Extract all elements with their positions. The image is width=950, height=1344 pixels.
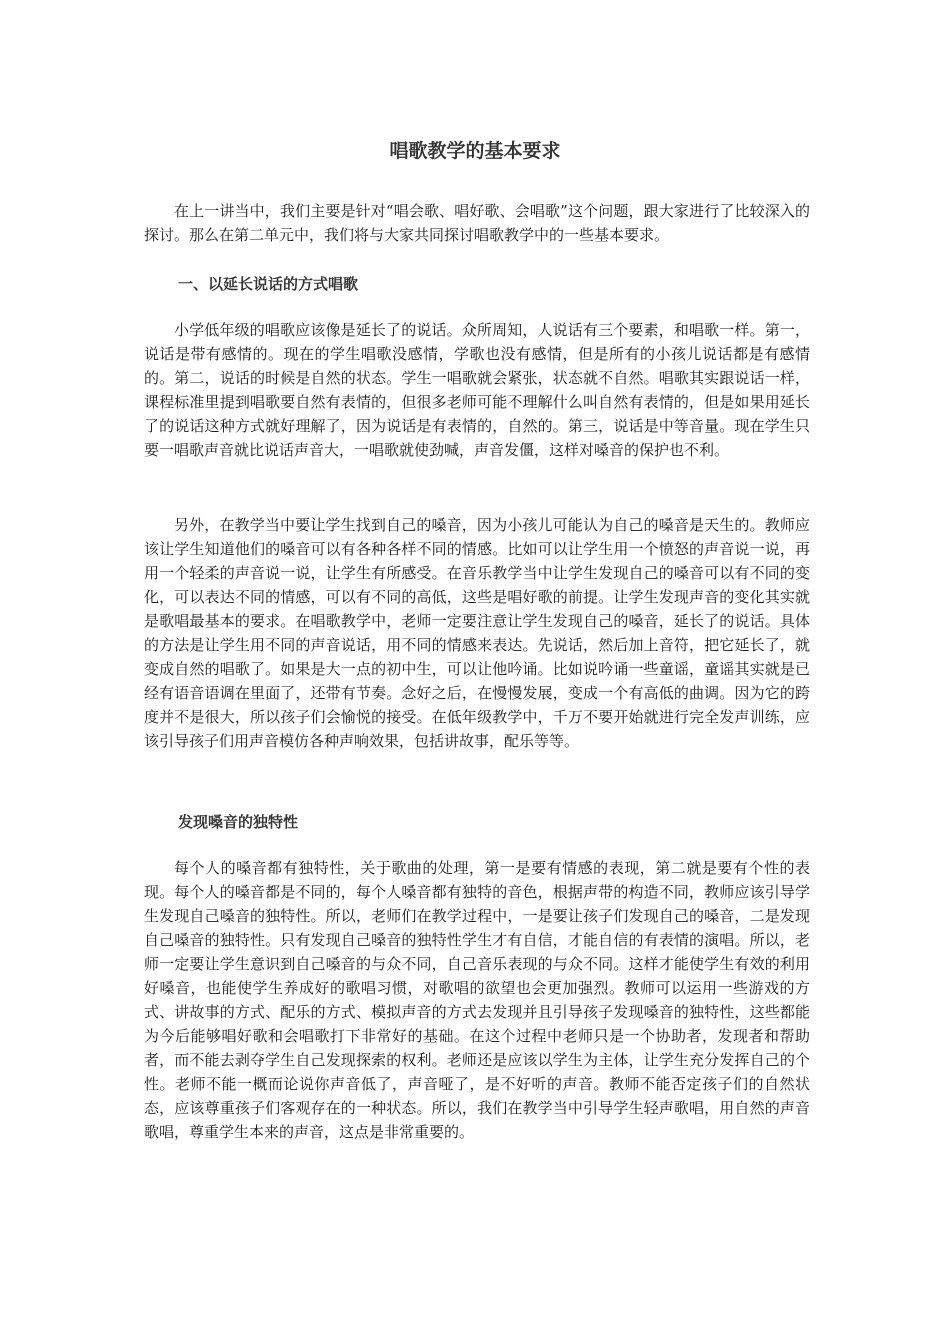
document-title: 唱歌教学的基本要求 <box>389 140 561 162</box>
section1-paragraph-2: 另外，在教学当中要让学生找到自己的嗓音，因为小孩儿可能认为自己的嗓音是天生的。教师应该让学生知道他们的嗓音可以有各种各样不同的情感。比如可以让学生用一个愤怒的声音说一说，再用一个轻柔的声音说一说，让学生有所感受。在音乐教学当中让学生发现自己的嗓音可以有不同的变化，可以表达不同的情感，可以有不同的高低，这些是唱好歌的前提。让学生发现声音的变化其实就是歌唱最基本的要求。在唱歌教学中，老师一定要注意让学生发现自己的嗓音，延长了的说话。具体的方法是让学生用不同的声音说话，用不同的情感来表达。先说话，然后加上音符，把它延长了，就变成自然的唱歌了。如果是大一点的初中生，可以让他吟诵。比如说吟诵一些童谣，童谣其实就是已经有语音语调在里面了，还带有节奏。念好之后，在慢慢发展，变成一个有高低的曲调。因为它的跨度并不是很大，所以孩子们会愉悦的接受。在低年级教学中，千万不要开始就进行完全发声训练，应该引导孩子们用声音模仿各种声响效果，包括讲故事，配乐等等。 <box>144 516 810 750</box>
section2-paragraph-1: 每个人的嗓音都有独特性，关于歌曲的处理，第一是要有情感的表现，第二就是要有个性的表现。每个人的嗓音都是不同的，每个人嗓音都有独特的音色，根据声带的构造不同，教师应该引导学生发现自己嗓音的独特性。所以，老师们在教学过程中，一是要让孩子们发现自己的嗓音，二是发现自己嗓音的独特性。只有发现自己嗓音的独特性学生才有自信，才能自信的有表情的演唱。所以，老师一定要让学生意识到自己嗓音的与众不同，自己音乐表现的与众不同。这样才能使学生有效的利用好嗓音，也能使学生养成好的歌唱习惯，对歌唱的欲望也会更加强烈。教师可以运用一些游戏的方式、讲故事的方式、配乐的方式、模拟声音的方式去发现并且引导孩子发现嗓音的独特性，这些都能为今后能够唱好歌和会唱歌打下非常好的基础。在这个过程中老师只是一个协助者，发现者和帮助者，而不能去剥夺学生自己发现探索的权利。老师还是应该以学生为主体，让学生充分发挥自己的个性。老师不能一概而论说你声音低了，声音哑了，是不好听的声音。教师不能否定孩子们的自然状态，应该尊重孩子们客观存在的一种状态。所以，我们在教学当中引导学生轻声歌唱，用自然的声音歌唱，尊重学生本来的声音，这点是非常重要的。 <box>144 859 810 1141</box>
section-heading-2: 发现嗓音的独特性 <box>178 813 299 831</box>
intro-paragraph: 在上一讲当中，我们主要是针对“唱会歌、唱好歌、会唱歌”这个问题，跟大家进行了比较深入的探讨。那么在第二单元中，我们将与大家共同探讨唱歌教学中的一些基本要求。 <box>144 202 810 244</box>
section1-paragraph-1: 小学低年级的唱歌应该像是延长了的说话。众所周知，人说话有三个要素，和唱歌一样。第一，说话是带有感情的。现在的学生唱歌没感情，学歌也没有感情，但是所有的小孩儿说话都是有感情的。第二，说话的时候是自然的状态。学生一唱歌就会紧张，状态就不自然。唱歌其实跟说话一样，课程标准里提到唱歌要自然有表情的，但很多老师可能不理解什么叫自然有表情的，但是如果用延长了的说话这种方式就好理解了，因为说话是有表情的，自然的。第三，说话是中等音量。现在学生只要一唱歌声音就比说话声音大，一唱歌就使劲喊，声音发僵，这样对嗓音的保护也不利。 <box>144 321 810 459</box>
section-heading-1: 一、以延长说话的方式唱歌 <box>178 275 359 293</box>
